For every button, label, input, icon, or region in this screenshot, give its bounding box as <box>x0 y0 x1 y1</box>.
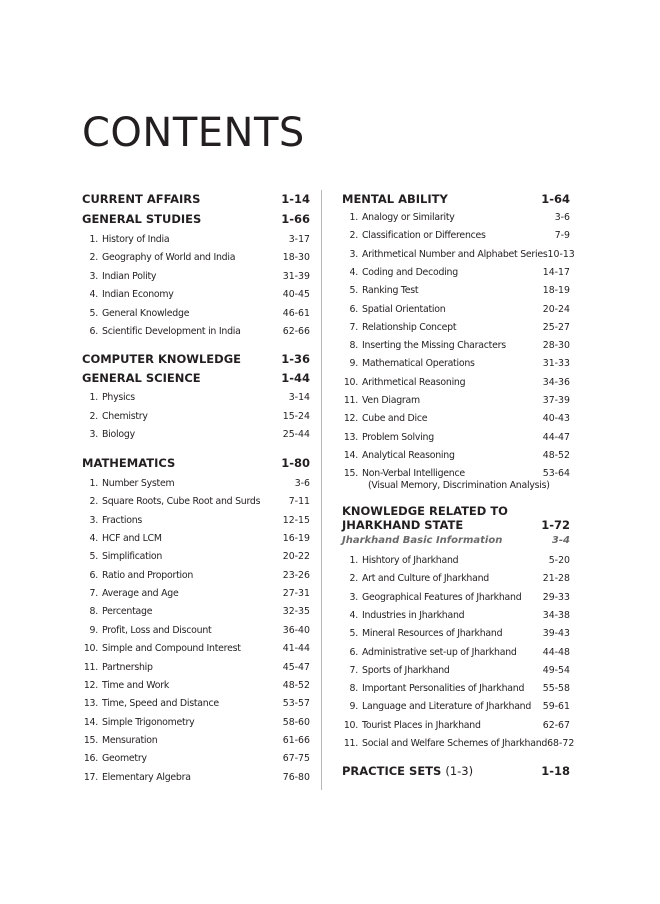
entry-text: Simple Trigonometry <box>102 716 195 728</box>
section-label: GENERAL STUDIES <box>82 212 202 226</box>
entry-pages: 55-58 <box>542 683 570 695</box>
entry-pages: 31-39 <box>282 270 310 282</box>
toc-entry[interactable] <box>82 625 310 636</box>
entry-title <box>342 647 517 658</box>
entry-text: Ratio and Proportion <box>102 569 194 581</box>
toc-entry[interactable] <box>342 432 570 443</box>
entry-number: 3. <box>89 429 98 440</box>
entry-text: Ven Diagram <box>362 395 420 406</box>
entry-pages: 68-72 <box>547 738 575 749</box>
entry-text: Administrative set-up of Jharkhand <box>362 646 517 658</box>
entry-pages: 61-66 <box>282 734 310 746</box>
entry-text: Scientific Development in India <box>102 326 241 337</box>
entry-text: Arithmetical Number and Alphabet Series <box>362 248 548 260</box>
entry-number: 2. <box>89 252 98 264</box>
entry-pages: 37-39 <box>542 395 570 406</box>
entry-title <box>342 304 445 315</box>
entry-pages: 46-61 <box>282 307 310 319</box>
entry-pages: 20-24 <box>542 303 570 315</box>
entry-pages: 62-66 <box>282 326 310 337</box>
section-pages: 1-36 <box>281 352 310 366</box>
practice-sets-label: PRACTICE SETS <box>342 764 442 778</box>
entry-number: 1. <box>89 392 98 403</box>
toc-entry[interactable] <box>342 304 570 315</box>
entry-pages: 23-26 <box>282 569 310 581</box>
toc-entry[interactable] <box>342 468 570 479</box>
entry-title <box>342 358 475 369</box>
entry-title <box>82 252 235 263</box>
entry-number: 5. <box>349 285 358 297</box>
entry-text: General Knowledge <box>102 307 190 319</box>
entry-text: Partnership <box>102 661 153 673</box>
entry-pages: 5-20 <box>548 555 570 566</box>
toc-entry[interactable] <box>82 717 310 728</box>
toc-entry[interactable] <box>82 515 310 526</box>
entry-text: Simple and Compound Interest <box>102 643 241 655</box>
toc-entry[interactable] <box>342 230 570 241</box>
entry-pages: 12-15 <box>282 514 310 526</box>
subsection-jharkhand-basic[interactable] <box>342 535 570 547</box>
entry-title <box>82 271 156 282</box>
entry-number: 3. <box>349 591 358 603</box>
entry-text: Geographical Features of Jharkhand <box>362 591 522 603</box>
entry-text: Inserting the Missing Characters <box>362 340 506 352</box>
entry-number: 3. <box>89 270 98 282</box>
entry-title <box>342 592 521 603</box>
entry-pages: 53-57 <box>282 698 310 710</box>
entry-pages: 28-30 <box>542 340 570 352</box>
entry-text: Social and Welfare Schemes of Jharkhand <box>362 738 548 749</box>
entry-text: Biology <box>102 429 135 440</box>
entry-pages: 32-35 <box>282 606 310 618</box>
toc-entry[interactable] <box>82 496 310 507</box>
entry-title <box>342 377 465 388</box>
toc-entry[interactable] <box>342 592 570 603</box>
entry-pages: 27-31 <box>282 588 310 600</box>
entry-title <box>82 643 241 654</box>
section-label <box>342 504 508 532</box>
entry-text: Analogy or Similarity <box>362 212 455 223</box>
entry-text: Percentage <box>102 606 153 618</box>
subsection-pages: 3-4 <box>551 535 570 546</box>
section-label: MATHEMATICS <box>82 456 176 470</box>
entry-number: 3. <box>349 248 358 260</box>
toc-entry[interactable] <box>82 772 310 783</box>
entry-text: Mathematical Operations <box>362 358 475 370</box>
entry-title <box>342 683 524 694</box>
entry-title <box>342 468 465 479</box>
entry-number: 11. <box>83 661 98 673</box>
section-general-studies[interactable] <box>82 212 310 226</box>
entry-pages: 48-52 <box>282 679 310 691</box>
entry-title <box>82 588 178 599</box>
toc-entry[interactable] <box>82 392 310 403</box>
toc-entry[interactable] <box>82 588 310 599</box>
toc-entry[interactable] <box>82 326 310 337</box>
entry-number: 2. <box>89 410 98 422</box>
section-pages: 1-18 <box>541 764 570 778</box>
section-label: COMPUTER KNOWLEDGE <box>82 352 242 366</box>
entry-pages: 7-9 <box>554 230 570 242</box>
toc-entry[interactable] <box>82 478 310 489</box>
entry-title <box>82 515 142 526</box>
section-general-science[interactable] <box>82 371 310 385</box>
item-note: (Visual Memory, Discrimination Analysis) <box>368 480 550 491</box>
toc-entry[interactable] <box>82 698 310 709</box>
entry-pages: 34-36 <box>542 376 570 388</box>
entry-title <box>342 230 486 241</box>
toc-entry[interactable] <box>342 628 570 639</box>
entry-title <box>342 610 464 621</box>
entry-number: 14. <box>343 449 358 461</box>
toc-entry[interactable] <box>82 289 310 300</box>
entry-number: 8. <box>349 340 358 352</box>
section-jharkhand[interactable] <box>342 504 570 532</box>
entry-number: 4. <box>349 609 358 621</box>
entry-pages: 40-45 <box>282 289 310 301</box>
toc-entry[interactable] <box>82 271 310 282</box>
entry-text: Number System <box>102 478 175 489</box>
toc-entry[interactable] <box>342 683 570 694</box>
entry-number: 2. <box>349 573 358 585</box>
entry-text: Profit, Loss and Discount <box>102 624 212 636</box>
entry-number: 10. <box>343 376 358 388</box>
section-mathematics[interactable] <box>82 456 310 470</box>
section-pages: 1-64 <box>541 192 570 206</box>
entry-text: Square Roots, Cube Root and Surds <box>102 496 261 508</box>
entry-number: 12. <box>343 413 358 425</box>
entry-title <box>82 234 169 245</box>
entry-text: Chemistry <box>102 410 148 422</box>
entry-pages: 34-38 <box>542 609 570 621</box>
entry-title <box>342 701 531 712</box>
entry-title <box>342 573 489 584</box>
entry-title <box>82 570 193 581</box>
entry-pages: 36-40 <box>282 624 310 636</box>
entry-text: Classification or Differences <box>362 230 486 242</box>
entry-title <box>342 322 456 333</box>
entry-text: Non-Verbal Intelligence <box>362 468 465 480</box>
entry-title <box>342 432 434 443</box>
entry-number: 6. <box>89 326 98 337</box>
entry-text: Problem Solving <box>362 431 434 443</box>
toc-entry[interactable] <box>342 665 570 676</box>
entry-number: 10. <box>343 719 358 731</box>
section-pages: 1-66 <box>281 212 310 226</box>
entry-title <box>82 429 135 440</box>
entry-pages: 44-47 <box>542 431 570 443</box>
section-pages: 1-14 <box>281 192 310 206</box>
toc-entry[interactable] <box>82 662 310 673</box>
entry-text: Geometry <box>102 753 147 765</box>
entry-title <box>342 395 420 406</box>
entry-title <box>342 555 458 566</box>
entry-text: Time, Speed and Distance <box>102 698 219 710</box>
entry-title <box>82 680 169 691</box>
entry-number: 13. <box>83 698 98 710</box>
entry-text: Ranking Test <box>362 285 419 297</box>
entry-title <box>342 340 506 351</box>
section-computer-knowledge[interactable] <box>82 352 310 366</box>
toc-entry[interactable] <box>82 252 310 263</box>
toc-entry[interactable] <box>82 735 310 746</box>
entry-number: 5. <box>89 307 98 319</box>
entry-text: Hishtory of Jharkhand <box>362 555 459 566</box>
toc-entry[interactable] <box>342 395 570 406</box>
entry-text: Language and Literature of Jharkhand <box>362 701 532 713</box>
entry-pages: 20-22 <box>282 551 310 563</box>
toc-entry[interactable] <box>342 573 570 584</box>
entry-number: 13. <box>343 431 358 443</box>
entry-pages: 3-14 <box>288 392 310 403</box>
entry-title <box>342 720 481 731</box>
entry-number: 7. <box>89 588 98 600</box>
entry-number: 9. <box>349 358 358 370</box>
toc-entry[interactable] <box>342 738 575 749</box>
entry-title <box>82 606 152 617</box>
entry-number: 8. <box>349 683 358 695</box>
entry-pages: 21-28 <box>542 573 570 585</box>
entry-pages: 29-33 <box>542 591 570 603</box>
entry-text: Cube and Dice <box>362 413 428 425</box>
entry-number: 11. <box>343 395 358 406</box>
toc-entry[interactable] <box>342 413 570 424</box>
entry-title <box>342 665 450 676</box>
entry-title <box>82 625 211 636</box>
entry-pages: 40-43 <box>542 413 570 425</box>
entry-number: 10. <box>83 643 98 655</box>
entry-text: Sports of Jharkhand <box>362 664 450 676</box>
entry-pages: 58-60 <box>282 716 310 728</box>
entry-number: 5. <box>89 551 98 563</box>
entry-text: Elementary Algebra <box>102 771 191 783</box>
entry-text: Physics <box>102 392 135 403</box>
toc-entry[interactable] <box>342 285 570 296</box>
entry-text: Art and Culture of Jharkhand <box>362 573 489 585</box>
toc-entry[interactable] <box>82 533 310 544</box>
entry-text: Average and Age <box>102 588 179 600</box>
toc-entry[interactable] <box>342 555 570 566</box>
entry-text: Fractions <box>102 514 143 526</box>
entry-title <box>342 249 548 260</box>
entry-title <box>82 392 135 403</box>
toc-entry[interactable] <box>82 606 310 617</box>
section-label: GENERAL SCIENCE <box>82 371 201 385</box>
entry-number: 8. <box>89 606 98 618</box>
entry-text: Simplification <box>102 551 163 563</box>
entry-pages: 3-6 <box>294 478 310 489</box>
entry-text: Indian Polity <box>102 270 157 282</box>
entry-text: Mensuration <box>102 734 158 746</box>
toc-entry[interactable] <box>342 610 570 621</box>
entry-number: 3. <box>89 514 98 526</box>
entry-pages: 41-44 <box>282 643 310 655</box>
toc-entry[interactable] <box>342 267 570 278</box>
toc-entry[interactable] <box>342 322 570 333</box>
section-current-affairs[interactable] <box>82 192 310 206</box>
column-divider <box>321 190 322 790</box>
entry-title <box>342 738 547 749</box>
entry-text: Industries in Jharkhand <box>362 609 465 621</box>
entry-title <box>82 662 153 673</box>
entry-number: 9. <box>349 701 358 713</box>
entry-text: Spatial Orientation <box>362 303 446 315</box>
entry-title <box>82 698 219 709</box>
subsection-label: Jharkhand Basic Information <box>342 535 503 546</box>
section-label-line2: JHARKHAND STATE <box>342 518 464 532</box>
entry-title <box>82 533 162 544</box>
entry-pages: 14-17 <box>542 266 570 278</box>
section-label <box>342 764 473 778</box>
entry-pages: 3-6 <box>554 212 570 223</box>
entry-number: 16. <box>83 753 98 765</box>
entry-pages: 44-48 <box>542 646 570 658</box>
entry-text: Relationship Concept <box>362 321 457 333</box>
entry-number: 12. <box>83 679 98 691</box>
entry-number: 6. <box>349 646 358 658</box>
entry-number: 6. <box>89 569 98 581</box>
entry-text: Analytical Reasoning <box>362 449 455 461</box>
section-practice-sets[interactable] <box>342 764 570 778</box>
entry-text: Tourist Places in Jharkhand <box>362 719 481 731</box>
entry-number: 7. <box>349 321 358 333</box>
entry-title <box>82 411 148 422</box>
entry-pages: 39-43 <box>542 628 570 640</box>
entry-number: 6. <box>349 303 358 315</box>
entry-pages: 3-17 <box>288 234 310 245</box>
entry-title <box>82 717 194 728</box>
entry-text: Time and Work <box>102 679 170 691</box>
entry-pages: 59-61 <box>542 701 570 713</box>
entry-number: 9. <box>89 624 98 636</box>
entry-number: 15. <box>83 734 98 746</box>
toc-entry[interactable] <box>342 377 570 388</box>
toc-entry[interactable] <box>342 647 570 658</box>
entry-title <box>82 551 162 562</box>
entry-title <box>82 289 174 300</box>
entry-text: HCF and LCM <box>102 533 162 545</box>
section-pages: 1-44 <box>281 371 310 385</box>
toc-entry[interactable] <box>82 411 310 422</box>
entry-text: Arithmetical Reasoning <box>362 376 466 388</box>
entry-pages: 25-44 <box>282 429 310 440</box>
toc-entry[interactable] <box>82 551 310 562</box>
section-label: MENTAL ABILITY <box>342 192 448 206</box>
toc-entry[interactable] <box>82 643 310 654</box>
entry-title <box>82 326 241 337</box>
entry-pages: 49-54 <box>542 664 570 676</box>
entry-number: 2. <box>89 496 98 508</box>
entry-pages: 53-64 <box>542 468 570 480</box>
entry-pages: 48-52 <box>542 449 570 461</box>
entry-text: History of India <box>102 234 170 245</box>
toc-entry[interactable] <box>342 340 570 351</box>
entry-title <box>82 478 174 489</box>
entry-pages: 31-33 <box>542 358 570 370</box>
entry-number: 2. <box>349 230 358 242</box>
entry-title <box>82 308 189 319</box>
entry-text: Coding and Decoding <box>362 266 458 278</box>
practice-sets-suffix: (1-3) <box>445 764 474 778</box>
entry-text: Important Personalities of Jharkhand <box>362 683 525 695</box>
toc-entry[interactable] <box>82 570 310 581</box>
entry-pages: 18-30 <box>282 252 310 264</box>
entry-pages: 15-24 <box>282 410 310 422</box>
entry-number: 1. <box>349 212 358 223</box>
section-label-line1: KNOWLEDGE RELATED TO <box>342 504 508 518</box>
toc-entry[interactable] <box>82 680 310 691</box>
entry-number: 7. <box>349 664 358 676</box>
entry-title <box>342 413 427 424</box>
entry-title <box>342 267 458 278</box>
toc-entry[interactable] <box>82 308 310 319</box>
entry-pages: 62-67 <box>542 719 570 731</box>
entry-number: 4. <box>89 289 98 301</box>
entry-number: 15. <box>343 468 358 480</box>
section-pages: 1-80 <box>281 456 310 470</box>
entry-pages: 76-80 <box>282 771 310 783</box>
toc-entry[interactable] <box>342 720 570 731</box>
entry-number: 17. <box>83 771 98 783</box>
entry-title <box>82 735 157 746</box>
section-pages: 1-72 <box>541 518 570 532</box>
toc-entry[interactable] <box>82 234 310 245</box>
entry-pages: 16-19 <box>282 533 310 545</box>
entry-title <box>82 753 147 764</box>
toc-entry[interactable] <box>342 248 575 260</box>
entry-pages: 18-19 <box>542 285 570 297</box>
entry-pages: 10-13 <box>547 248 575 260</box>
section-label: CURRENT AFFAIRS <box>82 192 201 206</box>
section-mental-ability[interactable] <box>342 192 570 206</box>
toc-entry[interactable] <box>82 753 310 764</box>
entry-title <box>342 450 455 461</box>
entry-pages: 67-75 <box>282 753 310 765</box>
entry-number: 4. <box>349 266 358 278</box>
toc-entry[interactable] <box>82 429 310 440</box>
entry-title <box>342 285 418 296</box>
toc-entry[interactable] <box>342 212 570 223</box>
entry-pages: 7-11 <box>288 496 310 508</box>
entry-text: Mineral Resources of Jharkhand <box>362 628 503 640</box>
entry-title <box>82 772 191 783</box>
toc-entry[interactable] <box>342 701 570 712</box>
entry-number: 1. <box>89 478 98 489</box>
entry-title <box>342 628 502 639</box>
entry-number: 11. <box>343 738 358 749</box>
entry-number: 4. <box>89 533 98 545</box>
toc-entry[interactable] <box>342 450 570 461</box>
entry-number: 5. <box>349 628 358 640</box>
page-title: CONTENTS <box>82 110 305 156</box>
entry-pages: 45-47 <box>282 661 310 673</box>
entry-title <box>342 212 455 223</box>
entry-number: 1. <box>89 234 98 245</box>
entry-number: 14. <box>83 716 98 728</box>
entry-pages: 25-27 <box>542 321 570 333</box>
entry-title <box>82 496 260 507</box>
toc-entry[interactable] <box>342 358 570 369</box>
entry-number: 1. <box>349 555 358 566</box>
entry-text: Indian Economy <box>102 289 174 301</box>
entry-text: Geography of World and India <box>102 252 236 264</box>
